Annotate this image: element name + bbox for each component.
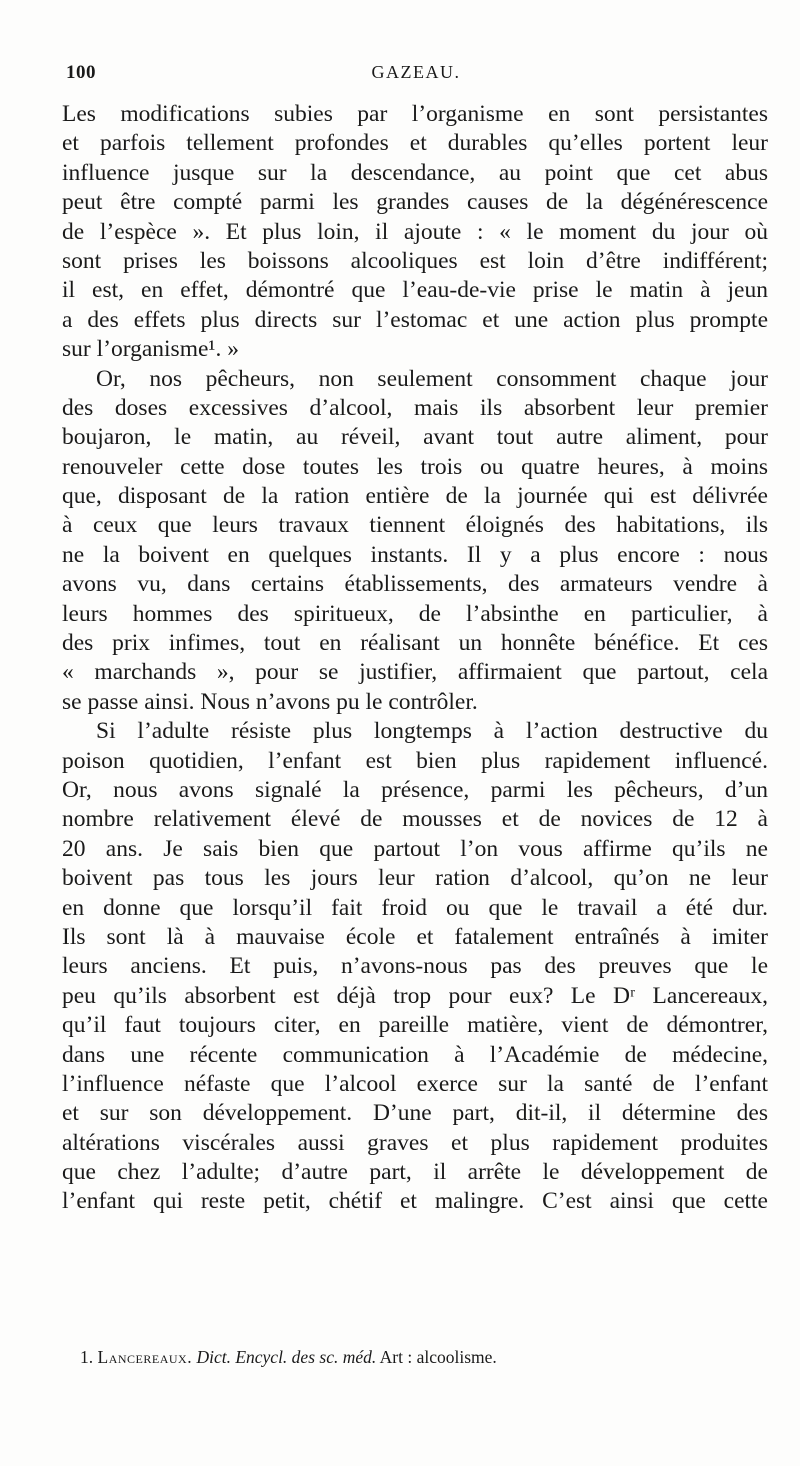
text-line: peut être compté parmi les grandes causes de la dégénérescence [62,189,768,216]
text-line: l’influence néfaste que l’alcool exerce sur la santé de l’enfant [62,1070,768,1097]
text-line: Ils sont là à mauvaise école et fatalement entraînés à imiter [62,923,768,950]
text-line: influence jusque sur la descendance, au point que cet abus [62,159,768,186]
text-line: l’enfant qui reste petit, chétif et malingre. C’est ainsi que cette [62,1188,768,1215]
text-line: boujaron, le matin, au réveil, avant tout autre aliment, pour [62,424,768,451]
footnote-marker: 1. [80,1347,94,1367]
footnote-work: Dict. Encycl. des sc. méd. [196,1347,377,1367]
text-line: il est, en effet, démontré que l’eau-de-vie prise le matin à jeun [62,277,768,304]
text-line: que, disposant de la ration entière de la journée qui est délivrée [62,483,768,510]
body-text [62,100,768,1217]
text-line: 20 ans. Je sais bien que partout l’on vous affirme qu’ils ne [62,835,768,862]
text-line: leurs anciens. Et puis, n’avons-nous pas des preuves que le [62,953,768,980]
text-line: et sur son développement. D’une part, dit-il, il détermine des [62,1100,768,1127]
text-line: des doses excessives d’alcool, mais ils absorbent leur premier [62,394,768,421]
text-line: de l’espèce ». Et plus loin, il ajoute : « le moment du jour où [62,218,768,245]
text-line: a des effets plus directs sur l’estomac et une action plus prompte [62,306,768,333]
page-number: 100 [66,62,96,83]
text-line: peu qu’ils absorbent est déjà trop pour eux? Le Dʳ Lancereaux, [62,982,768,1009]
text-line: sur l’organisme¹. » [62,336,239,363]
text-line: à ceux que leurs travaux tiennent éloignés des habitations, ils [62,512,768,539]
text-line: leurs hommes des spiritueux, de l’absinthe en particulier, à [62,600,768,627]
text-line: avons vu, dans certains établissements, des armateurs vendre à [62,571,768,598]
text-line: renouveler cette dose toutes les trois ou quatre heures, à moins [62,453,768,480]
text-line: Les modifications subies par l’organisme en sont persistantes [62,101,768,127]
running-title: GAZEAU. [371,62,461,82]
text-line: qu’il faut toujours citer, en pareille matière, vient de démontrer, [62,1012,768,1039]
text-line: « marchands », pour se justifier, affirmaient que partout, cela [62,659,768,686]
text-line: sont prises les boissons alcooliques est loin d’être indifférent; [62,247,768,274]
text-line: se passe ainsi. Nous n’avons pu le contrôler. [62,688,478,715]
text-line: poison quotidien, l’enfant est bien plus rapidement influencé. [62,747,768,774]
footnote-reference: Art : alcoolisme. [379,1347,497,1367]
text-line: en donne que lorsqu’il fait froid ou que le travail a été dur. [62,894,768,921]
text-line: nombre relativement élevé de mousses et de novices de 12 à [62,806,768,833]
footnote [62,1345,768,1369]
text-line: que chez l’adulte; d’autre part, il arrête le développement de [62,1159,768,1186]
running-head [66,62,766,92]
text-line: boivent pas tous les jours leur ration d’alcool, qu’on ne leur [62,865,768,892]
text-line: ne la boivent en quelques instants. Il y a plus encore : nous [62,541,768,568]
text-line: Or, nos pêcheurs, non seulement consomment chaque jour [96,365,768,392]
text-line: altérations viscérales aussi graves et plus rapidement produites [62,1129,768,1156]
footnote-author: Lancereaux. [97,1347,193,1367]
text-line: Si l’adulte résiste plus longtemps à l’action destructive du [96,718,768,745]
text-line: et parfois tellement profondes et durables qu’elles portent leur [62,130,768,157]
text-line: Or, nous avons signalé la présence, parmi les pêcheurs, d’un [62,776,768,803]
text-line: dans une récente communication à l’Académie de médecine, [62,1041,768,1068]
text-line: des prix infimes, tout en réalisant un honnête bénéfice. Et ces [62,630,768,657]
